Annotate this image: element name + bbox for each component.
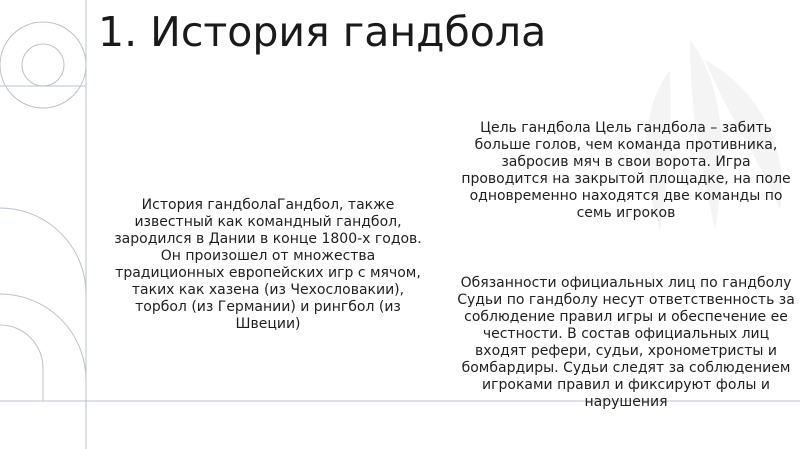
- slide-title: 1. История гандбола: [98, 8, 547, 56]
- history-paragraph: История гандболаГандбол, также известный как командный гандбол, зародился в Дании в конце 1800-х годов. Он произошел от множества традиционных европейских игр с мячом, таких как хазена (из Чехословакии), торбол (из Германии) и рингбол (из Швеции): [114, 197, 422, 332]
- officials-paragraph: Обязанности официальных лиц по гандболу Судьи по гандболу несут ответственность за соблюдение правил игры и обеспечение ее честности. В состав официальных лиц входят рефери, судьи, хронометристы и бомбардиры. Судьи следят за соблюдением игроками правил и фиксируют фолы и нарушения: [457, 275, 795, 410]
- goal-paragraph: Цель гандбола Цель гандбола – забить больше голов, чем команда противника, забросив мяч в свои ворота. Игра проводится на закрытой площадке, на поле одновременно находятся две команды по семь игроков: [461, 120, 791, 221]
